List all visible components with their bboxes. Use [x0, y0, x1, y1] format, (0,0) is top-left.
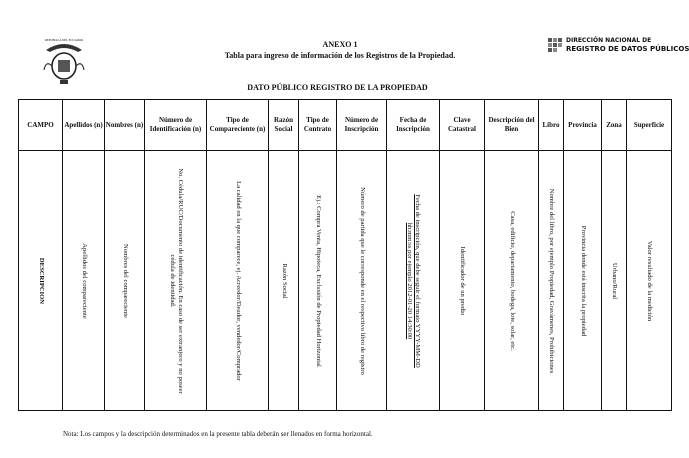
table-cell: [387, 151, 440, 411]
cell-text: Ej.: Compra Venta, Hipoteca, Exclusión de Propiedad Horizontal: [314, 194, 322, 367]
column-header: Descripción del Bien: [485, 100, 539, 151]
column-header: Apellidos (n): [63, 100, 105, 151]
table-title: DATO PÚBLICO REGISTRO DE LA PROPIEDAD: [247, 83, 428, 92]
column-header: Libro: [539, 100, 564, 151]
cell-text: Apellidos del compareciente: [80, 242, 88, 319]
cell-text: Urbano/Rural: [611, 262, 618, 299]
footnote: Nota: Los campos y la descripción determinados en la presente tabla deberán ser llenados en forma horizontal.: [63, 430, 373, 438]
table-cell: [440, 151, 485, 411]
cell-text: Identificador de un predio: [459, 246, 466, 315]
column-header: Tipo de Contrato: [299, 100, 337, 151]
table-cell: [539, 151, 564, 411]
table-cell: [337, 151, 387, 411]
annex-label: ANEXO 1: [322, 40, 358, 49]
cell-text: Nombre del libro, por ejemplo Propiedad, Gravámenes, Prohibiciones: [548, 188, 555, 373]
cell-text: Valor resultado de la medición: [646, 240, 653, 321]
cell-text: La calidad en la que comparece, ej. Acreedor/Deudor, vendedor/Comprador: [234, 180, 242, 381]
table-cell: [145, 151, 207, 411]
table-cell: [299, 151, 337, 411]
column-header: Zona: [602, 100, 627, 151]
column-header: Nombres (n): [105, 100, 145, 151]
column-header: Provincia: [564, 100, 602, 151]
table-cell: [19, 151, 63, 411]
column-header: Número de Inscripción: [337, 100, 387, 151]
header-row: [19, 100, 672, 151]
column-header: Superficie: [627, 100, 672, 151]
dinardap-logo-icon: [548, 38, 562, 52]
cell-text: No. Cédula/RUC/Documento de identificación. En caso de ser extranjero y no poseer cédula de identidad.: [168, 167, 184, 394]
brand-line-2: REGISTRO DE DATOS PÚBLICOS: [566, 45, 689, 53]
brand-line-1: DIRECCIÓN NACIONAL DE: [566, 37, 652, 44]
seal-caption: REPUBLICA DEL ECUADOR: [44, 38, 84, 42]
column-header: Clave Catastral: [440, 100, 485, 151]
table-cell: [564, 151, 602, 411]
cell-text: DESCRIPCION: [37, 257, 45, 304]
coat-of-arms-icon: [40, 40, 88, 88]
table-cell: [485, 151, 539, 411]
column-header: Número de Identificación (n): [145, 100, 207, 151]
table-cell: [63, 151, 105, 411]
cell-text: Casa, edificio, departamento, bodega, lote, solar, etc.: [508, 210, 516, 351]
cell-text: Razón Social: [280, 263, 288, 298]
table-cell: [207, 151, 269, 411]
document-header: [180, 40, 500, 60]
data-table: [18, 99, 672, 411]
description-row: [19, 151, 672, 411]
cell-text: Fecha de inscripción, que debe seguir el formato YYYY-MM-DD hh:mm:ss por ejemplo 2012-01-20 14:30:00: [406, 193, 421, 368]
document-subtitle: Tabla para ingreso de información de los Registros de la Propiedad.: [224, 51, 456, 60]
table-cell: [269, 151, 299, 411]
column-header: Tipo de Compareciente (n): [207, 100, 269, 151]
cell-text: Número de partida que le corresponde en el respectivo libro de registro: [358, 186, 366, 375]
column-header: Fecha de Inscripción: [387, 100, 440, 151]
cell-text: Provincia donde está inscrita la propiedad: [579, 225, 587, 336]
column-header: Razón Social: [269, 100, 299, 151]
table-cell: [602, 151, 627, 411]
table-cell: [627, 151, 672, 411]
cell-text: Nombres del compareciente: [121, 243, 129, 318]
column-header: CAMPO: [19, 100, 63, 151]
table-cell: [105, 151, 145, 411]
